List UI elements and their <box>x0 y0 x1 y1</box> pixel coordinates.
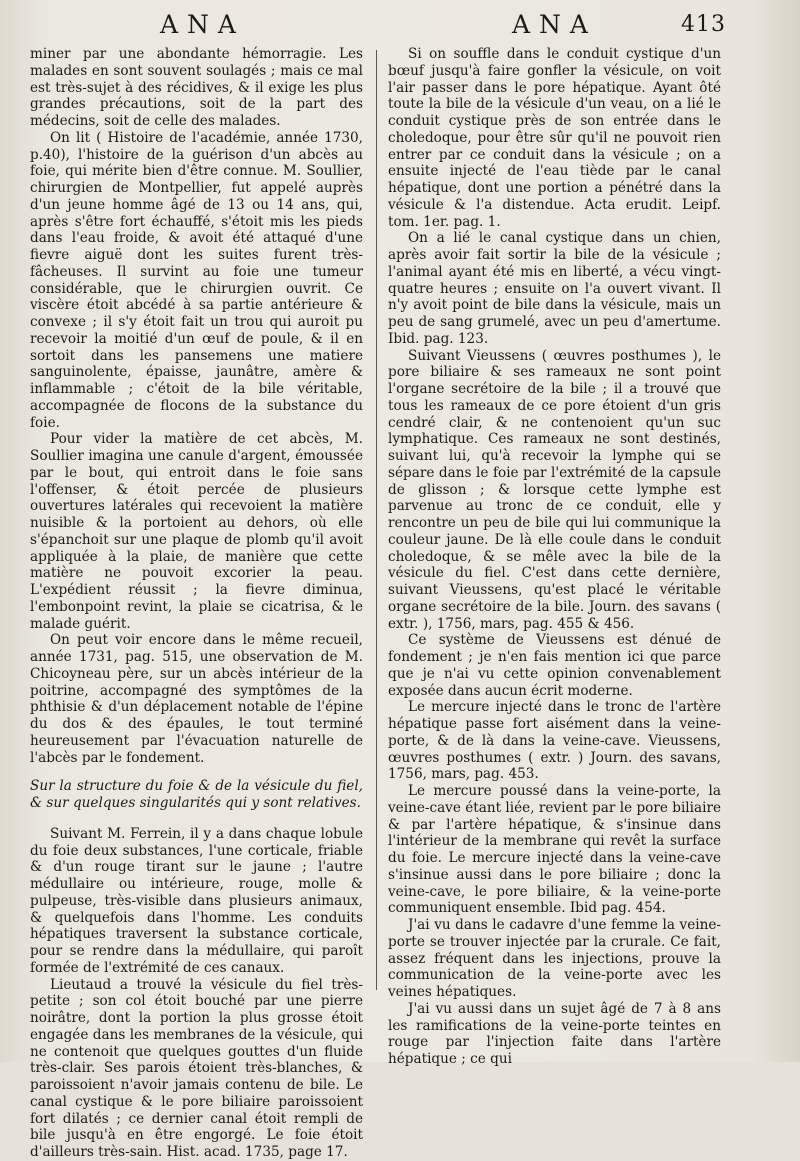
page-number: 413 <box>681 12 726 37</box>
paragraph-cadaver: J'ai vu dans le cadavre d'une femme la veine-porte se trouver injectée par la crurale. Ce fait, assez fréquent dans les injections, prouve la communication de la veine-porte avec les veines hépatiques. <box>388 917 721 1000</box>
right-column <box>388 46 721 1068</box>
right-running-title: ANA <box>512 10 597 39</box>
paragraph-continuation: miner par une abondante hémorragie. Les malades en sont souvent soulagés ; mais ce mal est très-sujet à des récidives, & il exige les plus grandes précautions, soit de la part des médecins, soit de celle des malades. <box>30 46 363 129</box>
section-heading: Sur la structure du foie & de la vésicule du fiel, & sur quelques singularités qui y sont relatives. <box>30 778 363 811</box>
paragraph-mercury-portal: Le mercure poussé dans la veine-porte, la veine-cave étant liée, revient par le pore biliaire & par l'artère hépatique, & s'insinue dans l'intérieur de la membrane qui revêt la surface du foie. Le mercure injecté dans la veine-cave s'insinue aussi dans le pore biliaire ; donc la veine-cave, le pore biliaire, & la veine-porte communiquent ensemble. Ibid pag. 454. <box>388 783 721 917</box>
left-column <box>30 46 363 1161</box>
running-header <box>0 10 800 44</box>
left-running-title: ANA <box>160 10 245 39</box>
paragraph-lieutaud: Lieutaud a trouvé la vésicule du fiel très-petite ; son col étoit bouché par une pierre noirâtre, dont la portion la plus grosse étoit engagée dans les membranes de la vésicule, qui ne contenoit que quelques gouttes d'un fluide très-clair. Ses parois étoient très-blanches, & paroissoient n'avoir jamais contenu de bile. Le canal cystique & le pore biliaire paroissoient fort dilatés ; ce dernier canal étoit rempli de bile jusqu'à en être engorgé. Le foie étoit d'ailleurs très-sain. Hist. acad. 1735, page 17. <box>30 976 363 1160</box>
column-divider <box>376 50 377 990</box>
paragraph-dog-experiment: On a lié le canal cystique dans un chien, après avoir fait sortir la bile de la vésicule ; l'animal ayant été mis en liberté, a vécu vingt-quatre heures ; ensuite on l'a ouvert vivant. Il n'y avoit point de bile dans la vésicule, mais un peu de sang grumelé, avec un peu d'amertume. Ibid. pag. 123. <box>388 230 721 347</box>
paragraph-abscess-history: On lit ( Histoire de l'académie, année 1730, p.40), l'histoire de la guérison d'un abcès au foie, qui mérite bien d'être connue. M. Soullier, chirurgien de Montpellier, fut appelé auprès d'un jeune homme âgé de 13 ou 14 ans, qui, après s'être fort échauffé, s'étoit mis les pieds dans l'eau froide, & avoit été attaqué d'une fievre aiguë dont les suites furent très-fâcheuses. Il survint au foie une tumeur considérable, que le chirurgien ouvrit. Ce viscère étoit abcédé à sa partie antérieure & convexe ; il s'y étoit fait un trou qui auroit pu recevoir la moitié d'un œuf de poule, & il en sortoit dans les pansemens une matiere sanguinolente, épaisse, jaunâtre, amère & inflammable ; c'étoit de la bile véritable, accompagnée de flocons de la substance du foie. <box>30 129 363 431</box>
paragraph-system-critique: Ce système de Vieussens est dénué de fondement ; je n'en fais mention ici que parce que je n'ai vu cette opinion convenablement exposée dans aucun écrit moderne. <box>388 632 721 699</box>
paragraph-mercury-artery: Le mercure injecté dans le tronc de l'artère hépatique passe fort aisément dans la veine-porte, & de là dans la veine-cave. Vieussens, œuvres posthumes ( extr. ) Journ. des savans, 1756, mars, pag. 453. <box>388 699 721 783</box>
paragraph-ferrein: Suivant M. Ferrein, il y a dans chaque lobule du foie deux substances, l'une corticale, friable & d'un rouge tirant sur le jaune ; l'autre médullaire ou intérieure, rouge, molle & pulpeuse, très-visible dans plusieurs animaux, & quelquefois dans l'homme. Les conduits hépatiques traversent la substance corticale, pour se rendre dans la médullaire, qui paroît formée de l'extrémité de ces canaux. <box>30 825 363 976</box>
paragraph-soullier-cannula: Pour vider la matière de cet abcès, M. Soullier imagina une canule d'argent, émoussée par le bout, qui entroit dans le foie sans l'offenser, & étoit percée de plusieurs ouvertures latérales qui recevoient la matière nuisible & la portoient au dehors, où elle s'épanchoit sur une plaque de plomb qu'il avoit appliquée à la plaie, de manière que cette matière ne pouvoit excorier la peau. L'expédient réussit ; la fievre diminua, l'embonpoint revint, la plaie se cicatrisa, & le malade guérit. <box>30 431 363 632</box>
paragraph-vieussens: Suivant Vieussens ( œuvres posthumes ), le pore biliaire & ses rameaux ne sont point l'organe secrétoire de la bile ; il a trouvé que tous les rameaux de ce pore étoient d'un gris cendré clair, & ne contenoient qu'un suc lymphatique. Ces rameaux ne sont destinés, suivant lui, qu'à recevoir la lymphe qui se sépare dans le foie par l'extrémité de la capsule de glisson ; & lorsque cette lymphe est parvenue au tronc de ce conduit, elle y rencontre un peu de bile qui lui communique la couleur jaune. De là elle coule dans le conduit choledoque, & se mêle avec la bile de la vésicule du fiel. C'est dans cette dernière, suivant Vieussens, qu'est placé le véritable organe secrétoire de la bile. Journ. des savans ( extr. ), 1756, mars, pag. 455 & 456. <box>388 347 721 632</box>
paragraph-chicoyneau: On peut voir encore dans le même recueil, année 1731, pag. 515, une observation de M. Chicoyneau père, sur un abcès intérieur de la poitrine, accompagné des symptômes de la phthisie & d'un déplacement notable de l'épine du dos & des épaules, le tout terminé heureusement par l'évacuation naturelle de l'abcès par le fondement. <box>30 632 363 766</box>
paragraph-cystic-duct: Si on souffle dans le conduit cystique d'un bœuf jusqu'à faire gonfler la vésicule, on voit l'air passer dans le pore hépatique. Ayant ôté toute la bile de la vésicule d'un veau, on a lié le conduit cystique près de son entrée dans le choledoque, pour être sûr qu'il ne pouvoit rien entrer par ce conduit dans la vésicule ; on a ensuite injecté de l'eau tiède par le canal hépatique, dont une portion a pénétré dans la vésicule & l'a distendue. Acta erudit. Leipf. tom. 1er. pag. 1. <box>388 46 721 230</box>
paragraph-child-subject: J'ai vu aussi dans un sujet âgé de 7 à 8 ans les ramifications de la veine-porte teintes en rouge par l'injection faite dans l'artère hépatique ; ce qui <box>388 1000 721 1067</box>
